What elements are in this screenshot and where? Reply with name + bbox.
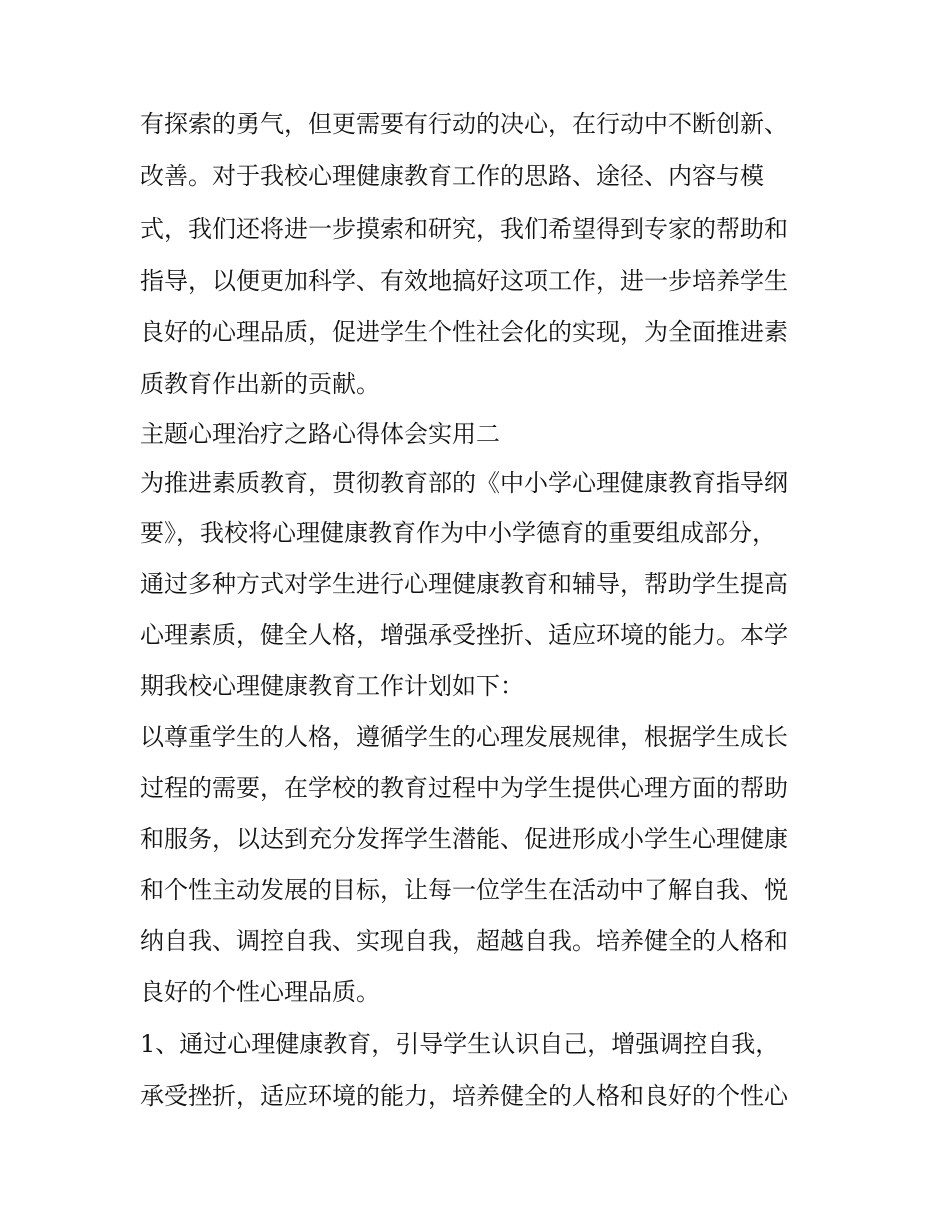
paragraph-line-14: 过程的需要，在学校的教育过程中为学生提供心理方面的帮助 bbox=[140, 774, 788, 802]
paragraph-line-2: 改善。对于我校心理健康教育工作的思路、途径、内容与模 bbox=[140, 162, 764, 190]
paragraph-line-4: 指导，以便更加科学、有效地搞好这项工作，进一步培养学生 bbox=[140, 267, 788, 295]
paragraph-line-13: 以尊重学生的人格，遵循学生的心理发展规律，根据学生成长 bbox=[140, 723, 788, 751]
paragraph-line-17: 纳自我、调控自我、实现自我，超越自我。培养健全的人格和 bbox=[140, 927, 788, 955]
paragraph-line-20: 承受挫折，适应环境的能力，培养健全的人格和良好的个性心 bbox=[140, 1082, 788, 1110]
paragraph-line-3: 式，我们还将进一步摸索和研究，我们希望得到专家的帮助和 bbox=[140, 215, 788, 243]
paragraph-line-5: 良好的心理品质，促进学生个性社会化的实现，为全面推进素 bbox=[140, 318, 788, 346]
paragraph-line-6: 质教育作出新的贡献。 bbox=[140, 370, 380, 398]
section-heading: 主题心理治疗之路心得体会实用二 bbox=[140, 420, 500, 448]
paragraph-line-12: 期我校心理健康教育工作计划如下： bbox=[140, 672, 524, 700]
paragraph-line-11: 心理素质，健全人格，增强承受挫折、适应环境的能力。本学 bbox=[140, 621, 788, 649]
paragraph-line-8: 为推进素质教育，贯彻教育部的《中小学心理健康教育指导纲 bbox=[140, 469, 788, 497]
paragraph-line-16: 和个性主动发展的目标，让每一位学生在活动中了解自我、悦 bbox=[140, 876, 788, 904]
paragraph-line-10: 通过多种方式对学生进行心理健康教育和辅导，帮助学生提高 bbox=[140, 570, 788, 598]
paragraph-line-18: 良好的个性心理品质。 bbox=[140, 978, 380, 1006]
paragraph-line-9: 要》，我校将心理健康教育作为中小学德育的重要组成部分， bbox=[140, 519, 776, 547]
paragraph-line-15: 和服务，以达到充分发挥学生潜能、促进形成小学生心理健康 bbox=[140, 825, 788, 853]
paragraph-line-1: 有探索的勇气，但更需要有行动的决心，在行动中不断创新、 bbox=[140, 110, 788, 138]
paragraph-line-19: 1、通过心理健康教育，引导学生认识自己，增强调控自我， bbox=[140, 1030, 780, 1058]
